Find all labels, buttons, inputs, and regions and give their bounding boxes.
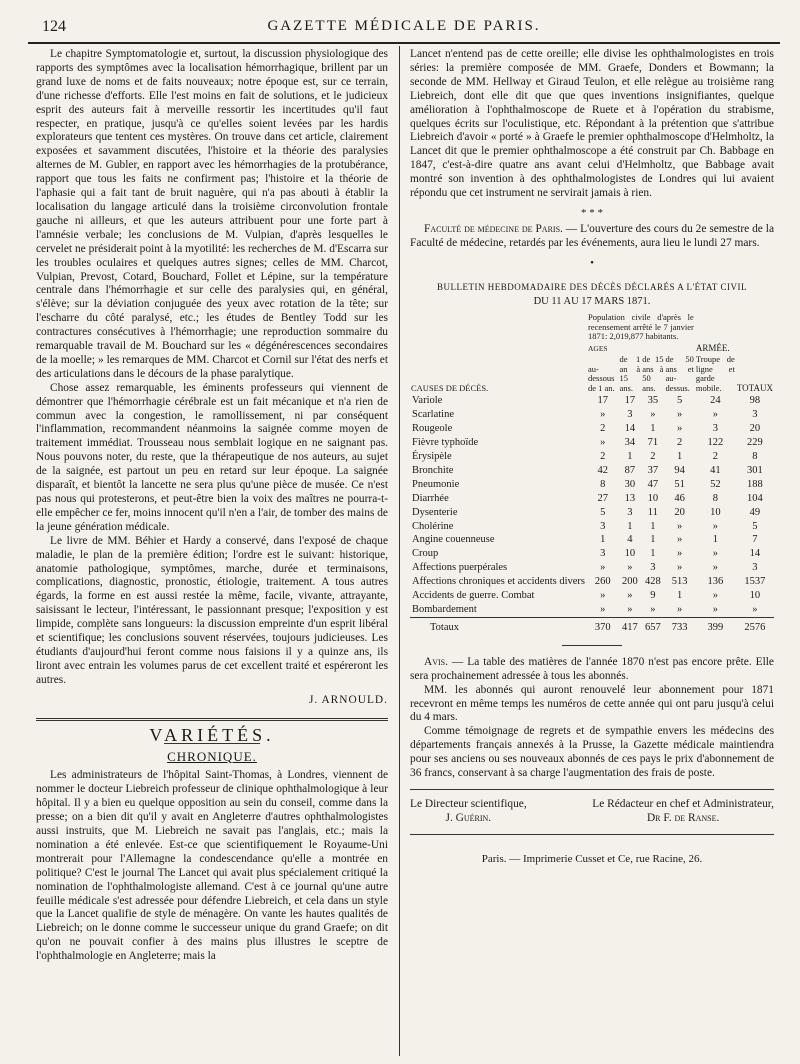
cause-cell: Diarrhée <box>412 492 449 504</box>
armee-header: ARMÉE. <box>695 342 730 353</box>
value-cell: 10 <box>710 506 721 518</box>
ages-header: AGES <box>588 343 608 353</box>
left-column <box>36 48 388 964</box>
age-col-3: de 15 ans à 50 ans. <box>642 354 664 393</box>
value-cell: » <box>677 423 683 435</box>
value-cell: 34 <box>624 437 636 449</box>
subsection-title: CHRONIQUE. <box>167 748 257 764</box>
editor-signature <box>592 798 774 826</box>
table-row <box>410 450 774 464</box>
value-cell: 4 <box>627 534 633 546</box>
value-cell: » <box>752 604 758 615</box>
totals-row <box>410 617 774 634</box>
value-cell: 1537 <box>744 576 766 588</box>
value-cell: 35 <box>647 395 659 407</box>
review-paragraph-2: Chose assez remarquable, les éminents professeurs qui viennent de démontrer que l'hémorrhagie cérébrale est un fait mécanique et n'a rien de commun avec la congestion, le ramollissement, ni par conséquent l'inflammation, recommandent néanmoins la saignée comme moyen de traitement immédiat. Trousseau nous semblait logique en ne saignant pas. Nous pouvons noter, du reste, que la thérapeutique de nos auteurs, au sujet de la saignée, est partout un peu en retard sur leur époque. La saignée disparaît, et bientôt la lancette ne sera plus qu'une pièce de musée. Ce n'est pas nous qui protesterons, et peut-être bien la voix des maîtres ne pourra-t-elle empêcher ce fer, moins innocent qu'il n'en a l'air, de tomber des mains de la jeune génération médicale. <box>36 381 388 533</box>
page-header <box>28 14 780 40</box>
review-signature: J. ARNOULD. <box>308 693 388 706</box>
age-col-1: au-dessous de 1 an. <box>588 363 615 393</box>
signatures <box>410 798 774 826</box>
value-cell: 2 <box>600 423 606 435</box>
value-cell: 3 <box>600 548 606 560</box>
value-cell: 1 <box>650 423 656 435</box>
total-cell: 657 <box>641 617 664 634</box>
value-cell: 14 <box>624 423 636 435</box>
value-cell: 20 <box>674 506 685 518</box>
total-cell: 733 <box>664 617 694 634</box>
cause-cell: Accidents de guerre. Combat <box>412 590 535 602</box>
table-row <box>410 492 774 506</box>
value-cell: 24 <box>710 395 721 407</box>
table-row <box>410 408 774 422</box>
avis-paragraph <box>410 656 774 684</box>
value-cell: 8 <box>712 492 718 504</box>
value-cell: 3 <box>712 423 718 435</box>
value-cell: 94 <box>674 464 685 476</box>
value-cell: » <box>712 604 718 615</box>
value-cell: » <box>677 409 683 421</box>
value-cell: 188 <box>747 478 763 490</box>
cause-cell: Affections puerpérales <box>412 562 508 574</box>
value-cell: » <box>627 590 633 602</box>
value-cell: » <box>600 590 606 602</box>
value-cell: » <box>677 562 683 574</box>
totals-label: Totaux <box>410 617 587 634</box>
value-cell: 1 <box>600 534 606 546</box>
value-cell: 8 <box>600 478 606 490</box>
bullet-mark: • <box>590 256 594 269</box>
table-row <box>410 589 774 603</box>
cause-cell: Pneumonie <box>412 478 460 490</box>
table-row <box>410 561 774 575</box>
value-cell: » <box>627 562 633 574</box>
causes-header: CAUSES DE DÉCÈS. <box>411 382 489 393</box>
bulletin-title: BULLETIN HEBDOMADAIRE DES DÉCÈS DÉCLARÉS A L'ÉTAT CIVIL <box>437 281 747 292</box>
value-cell: 87 <box>624 464 636 476</box>
table-row <box>410 547 774 561</box>
chronique-paragraph: Les administrateurs de l'hôpital Saint-Thomas, à Londres, viennent de nommer le docteur Liebreich professeur de clinique ophthalmologique à leur hôpital. Il y a bien eu quelque opposition au sein du conseil, comme dans la presse; on a bien dit qu'il y avait en Angleterre d'autres ophthalmologistes aussi instruits, que M. Liebreich ne savait pas l'anglais, etc.; mais la nomination a été enlevée. Est-ce que scientifiquement le Royaume-Uni montrerait pour l'Allemagne la condescendance qu'elle a montrée en politique? C'est le journal The Lancet qui avait plus spécialement critiqué la nomination de l'ophthalmologiste allemand. C'est à ce journal qu'une autre feuille médicale s'est adressée pour défendre Liebreich, et cela dans un style que la Lancet qualifie de style de ménagère. On vante les hautes qualités de Liebreich; on le donne comme le successeur unique du grand Graefe; on dit qu'on ne pouvait confier à des mains plus illustres le sceptre de l'ophthalmologie en Angleterre; mais la <box>36 769 388 963</box>
armee-col: Troupe de ligne et garde mobile. <box>695 354 735 393</box>
footer-rule-2 <box>410 834 774 835</box>
value-cell: 200 <box>621 576 638 588</box>
value-cell: 301 <box>747 464 763 476</box>
value-cell: » <box>712 409 718 421</box>
value-cell: » <box>677 548 683 560</box>
value-cell: 20 <box>749 423 761 435</box>
value-cell: 47 <box>647 478 659 490</box>
footer-rule <box>410 789 774 790</box>
age-col-2: de 1 an à 15 ans. <box>619 354 641 393</box>
cause-cell: Bronchite <box>412 464 454 476</box>
section-title: VARIÉTÉS. <box>149 724 275 745</box>
deaths-table <box>410 312 774 634</box>
value-cell: 1 <box>627 451 633 463</box>
value-cell: 49 <box>749 506 761 518</box>
table-row <box>410 575 774 589</box>
value-cell: » <box>627 604 633 615</box>
value-cell: » <box>650 604 656 615</box>
separator-stars: * * * <box>581 206 603 219</box>
value-cell: 5 <box>677 395 683 407</box>
table-row <box>410 506 774 520</box>
value-cell: 14 <box>749 548 761 560</box>
population-header: Population civile d'après le recensement arrêté le 7 janvier 1871: 2,019,877 habitants. <box>588 312 694 342</box>
value-cell: 17 <box>597 395 608 407</box>
editor-title: Le Rédacteur en chef et Administrateur, <box>592 797 774 810</box>
sympathie-paragraph: Comme témoignage de regrets et de sympathie envers les médecins des départements français annexés à la Prusse, la Gazette médicale maintiendra pour ses anciens ou ses nouveaux abonnés de ces pays le prix d'abonnement de 36 francs, conservant à sa charge l'augmentation des frais de poste. <box>410 725 774 780</box>
avis-label: Avis. <box>424 655 448 668</box>
table-row <box>410 422 774 436</box>
value-cell: 3 <box>752 562 758 574</box>
value-cell: 3 <box>600 520 606 532</box>
table-row <box>410 478 774 492</box>
value-cell: 9 <box>650 590 656 602</box>
value-cell: » <box>650 409 656 421</box>
value-cell: 1 <box>677 451 683 463</box>
value-cell: 98 <box>749 395 761 407</box>
value-cell: 10 <box>647 492 659 504</box>
cause-cell: Affections chroniques et accidents divers <box>412 576 585 588</box>
total-cell: 2576 <box>736 617 774 634</box>
cause-cell: Variole <box>412 395 443 407</box>
cause-cell: Croup <box>412 548 439 560</box>
right-column <box>410 48 774 867</box>
value-cell: » <box>600 562 606 574</box>
value-cell: 27 <box>597 492 608 504</box>
value-cell: 260 <box>594 576 611 588</box>
value-cell: 3 <box>650 562 656 574</box>
age-col-4: de 50 ans et au-dessus. <box>665 354 694 393</box>
cause-cell: Scarlatine <box>412 409 454 421</box>
value-cell: 37 <box>647 464 659 476</box>
editor-name: Dr F. de Ranse. <box>646 811 720 824</box>
value-cell: 104 <box>747 492 763 504</box>
value-cell: 513 <box>671 576 688 588</box>
total-cell: 417 <box>619 617 642 634</box>
totaux-header: TOTAUX <box>736 382 773 393</box>
review-paragraph-3: Le livre de MM. Béhier et Hardy a conservé, dans l'exposé de chaque maladie, le plan de la première édition; l'ordre est le suivant: historique, anatomie pathologique, symptômes, marche, durée et terminaisons, complications, diagnostic, pronostic, étiologie, traitement. A tous autres égards, la forme en est aussi restée la même, facile, vivante, attrayante, saisissant le lecteur, l'intéressant, le passionnant presque; l'exposition y est limpide, complète sans longueurs: la discussion empreinte d'un esprit libéral et scientifique; les conclusions souvent réservées, toujours judicieuses. Les étudiants d'aujourd'hui feront comme nous faisions il y a quinze ans, ils liront avec entrain les volumes parus de cet excellent traité et espéreront les autres. <box>36 534 388 686</box>
value-cell: 52 <box>710 478 721 490</box>
value-cell: » <box>600 604 606 615</box>
table-row <box>410 603 774 617</box>
page-number: 124 <box>42 18 66 35</box>
value-cell: 41 <box>710 464 721 476</box>
review-paragraph-1: Le chapitre Symptomatologie et, surtout, la discussion physiologique des rapports des symptômes avec la localisation hémorrhagique, brillent par un grand luxe de noms et de faits nouveaux; notre époque est, sur ce terrain, d'une richesse d'efforts. Elle l'est moins en fait de solutions, et le judicieux esprit des auteurs fait à merveille ressortir les incertitudes qu'il faut respecter, en pratique, jusqu'à ce qu'elles soient levées par les hardis explorateurs que tentent ces mystères. On trouve dans cet article, clairement exposées et savamment discutées, l'histoire et la théorie des paralysies alternes de M. Gubler, en rapport avec les hémorrhagies de la protubérance, rapport que tous les faits ne confirment pas; l'histoire et la théorie de l'aphasie qui a fait tant de bruit naguère, qui n'a pas abouti à établir la localisation du langage articulé dans la troisième circonvolution frontale gauche ni ailleurs, et que les auteurs attribuent pour une forte part à l'amnésie verbale; les conclusions de M. Vulpian, d'après lesquelles le cervelet ne présiderait point à la myotilité: les recherches de M. d'Escarra sur les troubles oculaires et quelques autres signes; celles de MM. Charcot, Vulpian, Prevost, Cotard, Bouchard, Follet et Lépine, sur la température centrale dans l'hémorrhagie et sur celle des paralysies qui, en général, s'élève; sur la déviation conjuguée des yeux avec rotation de la tête; sur l'escharre du côté paralysé, etc.; les études de Bentley Todd sur les contractures consécutives à l'hémorrhagie; une reproduction sommaire du remarquable travail de M. Bouchard sur les « dégénérescences secondaires de la moelle; » les remarques de MM. Charcot et Cornil sur l'état des nerfs et des articulations dans le décours de la phase paralytique. <box>36 48 388 380</box>
cause-cell: Dysenterie <box>412 506 458 518</box>
value-cell: » <box>712 520 718 532</box>
value-cell: 51 <box>674 478 685 490</box>
value-cell: 5 <box>752 520 758 532</box>
value-cell: 2 <box>650 451 656 463</box>
value-cell: 8 <box>752 451 758 463</box>
value-cell: 1 <box>627 520 633 532</box>
abonnes-paragraph: MM. les abonnés qui auront renouvelé leur abonnement pour 1871 recevront en même temps les numéros de cette année qui ont paru jusqu'à celui du 4 mars. <box>410 683 774 724</box>
total-cell: 370 <box>587 617 619 634</box>
value-cell: 1 <box>650 534 656 546</box>
header-rule <box>28 42 780 44</box>
value-cell: 2 <box>712 451 718 463</box>
value-cell: 42 <box>597 464 608 476</box>
bulletin-dates: DU 11 AU 17 MARS 1871. <box>533 295 651 307</box>
value-cell: 1 <box>650 520 656 532</box>
faculte-text: — L'ouverture des cours du 2e semestre de la Faculté de médecine, retardés par les événements, aura lieu le lundi 27 mars. <box>410 222 775 249</box>
table-row <box>410 533 774 547</box>
cause-cell: Érysipèle <box>412 451 452 463</box>
section-rule <box>36 718 388 721</box>
value-cell: 10 <box>749 590 761 602</box>
value-cell: 1 <box>712 534 718 546</box>
value-cell: 1 <box>650 548 656 560</box>
value-cell: 122 <box>707 437 724 449</box>
cause-cell: Bombardement <box>412 604 477 615</box>
column-divider <box>399 46 400 1056</box>
value-cell: 3 <box>627 409 633 421</box>
value-cell: 11 <box>647 506 658 518</box>
value-cell: 229 <box>747 437 763 449</box>
value-cell: 10 <box>624 548 636 560</box>
chronique-continued: Lancet n'entend pas de cette oreille; elle divise les ophthalmologistes en trois séries: la première composée de MM. Graefe, Donders et Bowmann; la seconde de MM. Hellway et Giraud Teulon, et elle relègue au troisième rang Liebreich, dont elle dit que que ques inventions insignifiantes, quelque amélioration à l'ophthalmoscope de Ruete et à l'opération du strabisme, quelques écrits sur l'oculistique, etc. Répondant à la prétention que s'attribue Liebreich d'avoir « porté » à Graefe le premier ophthalmoscope d'Helmholtz, la Lancet dit que le premier ophthalmoscope a été construit par Ch. Babbage en 1847, c'est-à-dire quatre ans avant celui d'Helmholtz, que Babbage avait montré son invention à des ophthalmologistes de Londres qui lui avaient répondu que cet instrument ne servirait jamais à rien. <box>410 48 774 200</box>
table-row <box>410 436 774 450</box>
value-cell: 3 <box>627 506 633 518</box>
director-title: Le Directeur scientifique, <box>410 797 527 810</box>
value-cell: » <box>677 604 683 615</box>
value-cell: 13 <box>624 492 636 504</box>
faculte-notice <box>410 223 774 251</box>
value-cell: 71 <box>647 437 659 449</box>
cause-cell: Cholérine <box>412 520 454 532</box>
value-cell: 136 <box>707 576 724 588</box>
value-cell: 7 <box>752 534 758 546</box>
value-cell: » <box>600 409 606 421</box>
value-cell: 428 <box>644 576 661 588</box>
value-cell: » <box>600 437 606 449</box>
table-row <box>410 464 774 478</box>
cause-cell: Angine couenneuse <box>412 534 495 546</box>
table-row <box>410 520 774 534</box>
separator-rule <box>562 645 622 646</box>
value-cell: » <box>712 562 718 574</box>
value-cell: 2 <box>677 437 683 449</box>
journal-title: GAZETTE MÉDICALE DE PARIS. <box>267 18 541 34</box>
value-cell: 17 <box>624 395 636 407</box>
avis-text: — La table des matières de l'année 1870 n'est pas encore prête. Elle sera prochainement adressée à tous les abonnés. <box>410 655 774 682</box>
director-signature <box>410 798 527 826</box>
cause-cell: Rougeole <box>412 423 453 435</box>
value-cell: » <box>712 548 718 560</box>
value-cell: 5 <box>600 506 606 518</box>
faculte-label: Faculté de médecine de Paris. <box>424 222 563 235</box>
total-cell: 399 <box>695 617 736 634</box>
value-cell: » <box>712 590 718 602</box>
value-cell: » <box>677 520 683 532</box>
printer-line: Paris. — Imprimerie Cusset et Ce, rue Racine, 26. <box>481 852 703 865</box>
value-cell: 3 <box>752 409 758 421</box>
value-cell: 1 <box>677 590 683 602</box>
value-cell: 2 <box>600 451 606 463</box>
value-cell: 30 <box>624 478 636 490</box>
deaths-table-body <box>410 394 774 634</box>
value-cell: 46 <box>674 492 685 504</box>
cause-cell: Fièvre typhoïde <box>412 437 479 449</box>
value-cell: » <box>677 534 683 546</box>
director-name: J. Guérin. <box>445 811 492 824</box>
table-row <box>410 394 774 408</box>
